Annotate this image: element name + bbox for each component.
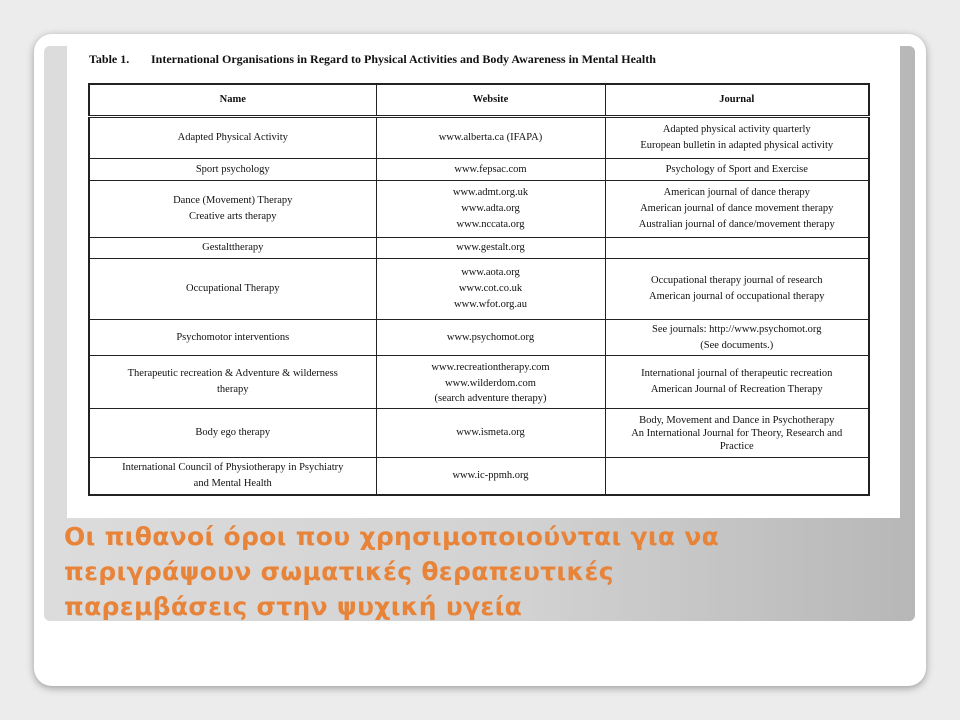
name-line: Dance (Movement) Therapy [173, 195, 293, 206]
slide-title [64, 519, 904, 624]
slide-title-line: Οι πιθανοί όροι που χρησιμοποιούνται για να [64, 522, 720, 551]
cell-website [376, 409, 605, 458]
cell-website [376, 159, 605, 181]
journal-line: American journal of occupational therapy [648, 291, 825, 302]
website-line: www.cot.co.uk [458, 283, 523, 294]
website-line: (search adventure therapy) [434, 392, 547, 404]
journal-line: American Journal of Recreation Therapy [650, 384, 823, 395]
cell-name [89, 181, 376, 238]
journal-line: International journal of therapeutic recreation [641, 368, 833, 379]
journal-line: (See documents.) [700, 339, 774, 351]
table-caption [89, 52, 889, 67]
cell-journal [605, 458, 869, 496]
cell-website [376, 117, 605, 159]
name-line: Body ego therapy [195, 427, 271, 438]
cell-journal [605, 181, 869, 238]
cell-website [376, 320, 605, 356]
table-row [89, 458, 869, 496]
journal-line: Practice [719, 440, 754, 452]
name-line: Adapted Physical Activity [177, 132, 288, 143]
cell-name [89, 238, 376, 259]
website-line: www.admt.org.uk [452, 187, 529, 198]
table-row [89, 117, 869, 159]
website-line: www.wfot.org.au [454, 299, 527, 310]
table-row [89, 320, 869, 356]
cell-journal [605, 320, 869, 356]
cell-website [376, 238, 605, 259]
name-line: Psychomotor interventions [176, 331, 290, 343]
journal-line: European bulletin in adapted physical activity [640, 140, 834, 151]
website-line: www.wilderdom.com [445, 377, 536, 389]
slide-title-line: περιγράψουν σωματικές θεραπευτικές [64, 557, 614, 586]
header-name: Name [89, 84, 376, 117]
cell-journal [605, 117, 869, 159]
cell-journal [605, 259, 869, 320]
journal-line: American journal of dance therapy [663, 187, 810, 198]
website-line: www.aota.org [461, 267, 520, 278]
name-line: therapy [217, 384, 249, 395]
website-line: www.psychomot.org [446, 331, 535, 343]
journal-line: Adapted physical activity quarterly [662, 124, 811, 135]
cell-journal [605, 409, 869, 458]
journal-line: Body, Movement and Dance in Psychotherapy [639, 414, 835, 426]
name-line: Therapeutic recreation & Adventure & wilderness [127, 368, 338, 379]
table-header-row [89, 84, 869, 117]
cell-journal [605, 238, 869, 259]
website-line: www.ismeta.org [456, 427, 525, 438]
cell-name [89, 320, 376, 356]
journal-line: Australian journal of dance/movement therapy [638, 219, 835, 230]
cell-name [89, 409, 376, 458]
document-image [67, 46, 900, 518]
cell-journal [605, 356, 869, 409]
cell-name [89, 458, 376, 496]
header-website: Website [376, 84, 605, 117]
website-line: www.fepsac.com [454, 163, 527, 175]
journal-line: American journal of dance movement therapy [640, 203, 834, 214]
name-line: and Mental Health [193, 478, 272, 489]
table-row [89, 409, 869, 458]
website-line: www.nccata.org [456, 219, 525, 230]
cell-journal [605, 159, 869, 181]
cell-website [376, 458, 605, 496]
journal-line: An International Journal for Theory, Research and [631, 427, 843, 439]
table-row [89, 238, 869, 259]
name-line: International Council of Physiotherapy in Psychiatry [122, 462, 344, 473]
name-line: Occupational Therapy [186, 283, 280, 294]
name-line: Creative arts therapy [189, 211, 277, 222]
journal-line: Occupational therapy journal of research [651, 275, 823, 286]
website-line: www.alberta.ca (IFAPA) [438, 132, 543, 143]
cell-name [89, 259, 376, 320]
cell-name [89, 117, 376, 159]
table-row [89, 259, 869, 320]
website-line: www.ic-ppmh.org [452, 470, 529, 481]
cell-website [376, 259, 605, 320]
journal-line: See journals: http://www.psychomot.org [652, 323, 822, 335]
name-line: Gestalttherapy [202, 242, 264, 253]
table-row [89, 159, 869, 181]
table-caption-title: International Organisations in Regard to Physical Activities and Body Awareness in Mental Health [151, 52, 656, 66]
table-caption-number: Table 1. [89, 52, 130, 66]
cell-name [89, 356, 376, 409]
cell-name [89, 159, 376, 181]
website-line: www.adta.org [461, 203, 520, 214]
header-journal: Journal [605, 84, 869, 117]
organisations-table [88, 83, 870, 496]
cell-website [376, 181, 605, 238]
cell-website [376, 356, 605, 409]
journal-line: Psychology of Sport and Exercise [665, 163, 808, 175]
website-line: www.recreationtherapy.com [431, 361, 550, 373]
slide-title-line: παρεμβάσεις στην ψυχική υγεία [64, 592, 523, 621]
name-line: Sport psychology [195, 163, 270, 175]
website-line: www.gestalt.org [456, 242, 525, 253]
table-row [89, 181, 869, 238]
table-row [89, 356, 869, 409]
